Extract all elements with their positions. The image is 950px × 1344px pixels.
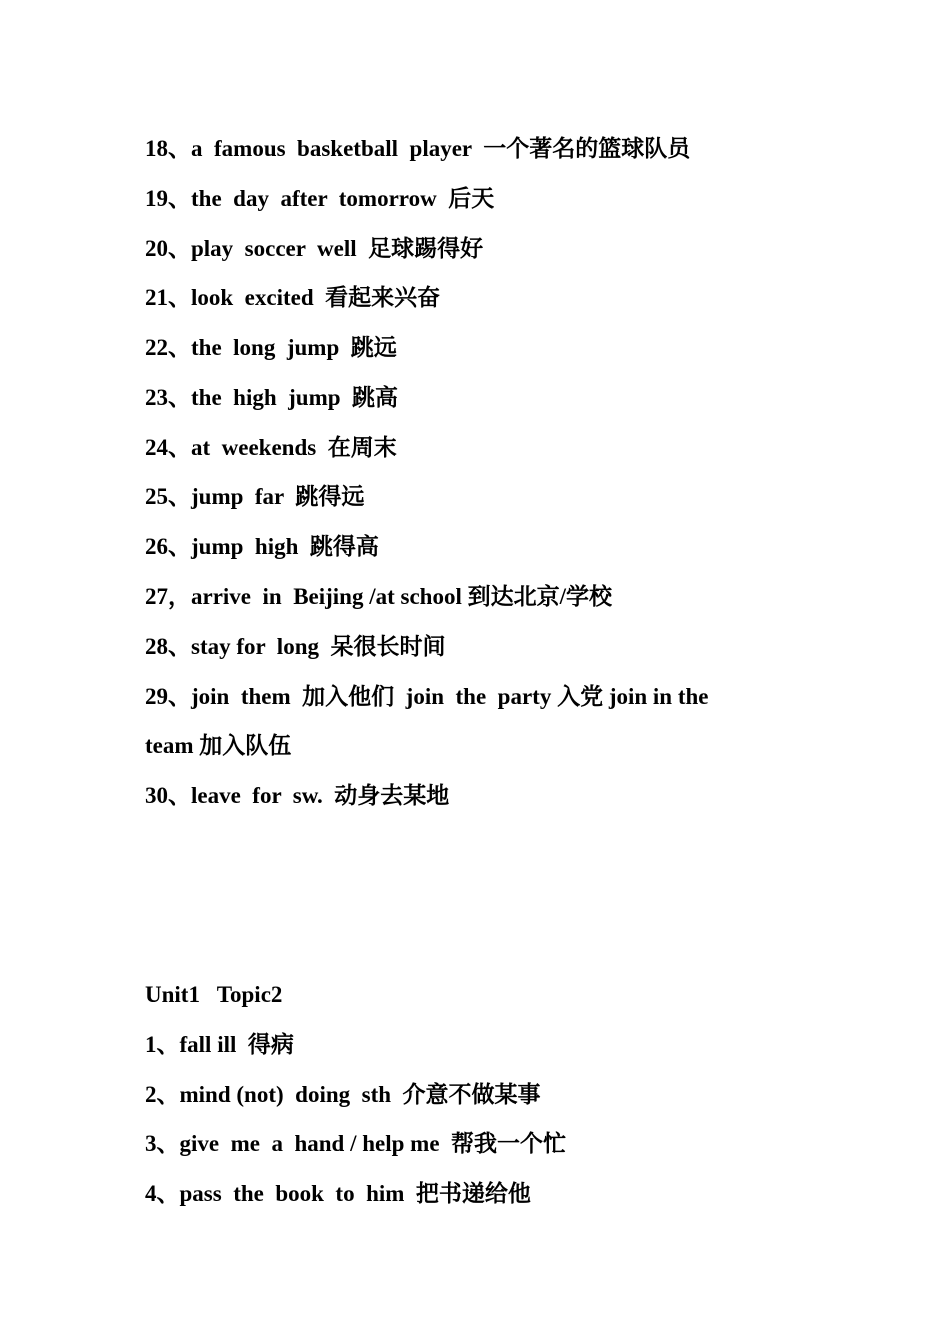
phrase-line-25: 25、jump far 跳得远 bbox=[145, 484, 365, 509]
phrase-line-2: 2、mind (not) doing sth 介意不做某事 bbox=[145, 1082, 541, 1107]
phrase-line-19: 19、the day after tomorrow 后天 bbox=[145, 186, 495, 211]
phrase-line-27: 27，arrive in Beijing /at school 到达北京/学校 bbox=[145, 584, 613, 609]
phrase-line-29: 29、join them 加入他们 join the party 入党 join in the bbox=[145, 684, 709, 709]
phrase-line-1: 1、fall ill 得病 bbox=[145, 1032, 294, 1057]
phrase-line-24: 24、at weekends 在周末 bbox=[145, 435, 397, 460]
phrase-line-18: 18、a famous basketball player 一个著名的篮球队员 bbox=[145, 136, 691, 161]
phrase-line-3: 3、give me a hand / help me 帮我一个忙 bbox=[145, 1131, 567, 1156]
phrase-line-23: 23、the high jump 跳高 bbox=[145, 385, 399, 410]
phrase-line-20: 20、play soccer well 足球踢得好 bbox=[145, 236, 484, 261]
phrase-line-22: 22、the long jump 跳远 bbox=[145, 335, 397, 360]
phrase-line-30: 30、leave for sw. 动身去某地 bbox=[145, 783, 450, 808]
phrase-line-26: 26、jump high 跳得高 bbox=[145, 534, 379, 559]
phrase-line-4: 4、pass the book to him 把书递给他 bbox=[145, 1181, 531, 1206]
section-heading: Unit1 Topic2 bbox=[145, 982, 283, 1007]
phrase-line-29-continued: team 加入队伍 bbox=[145, 733, 292, 758]
phrase-line-21: 21、look excited 看起来兴奋 bbox=[145, 285, 441, 310]
phrase-line-28: 28、stay for long 呆很长时间 bbox=[145, 634, 446, 659]
